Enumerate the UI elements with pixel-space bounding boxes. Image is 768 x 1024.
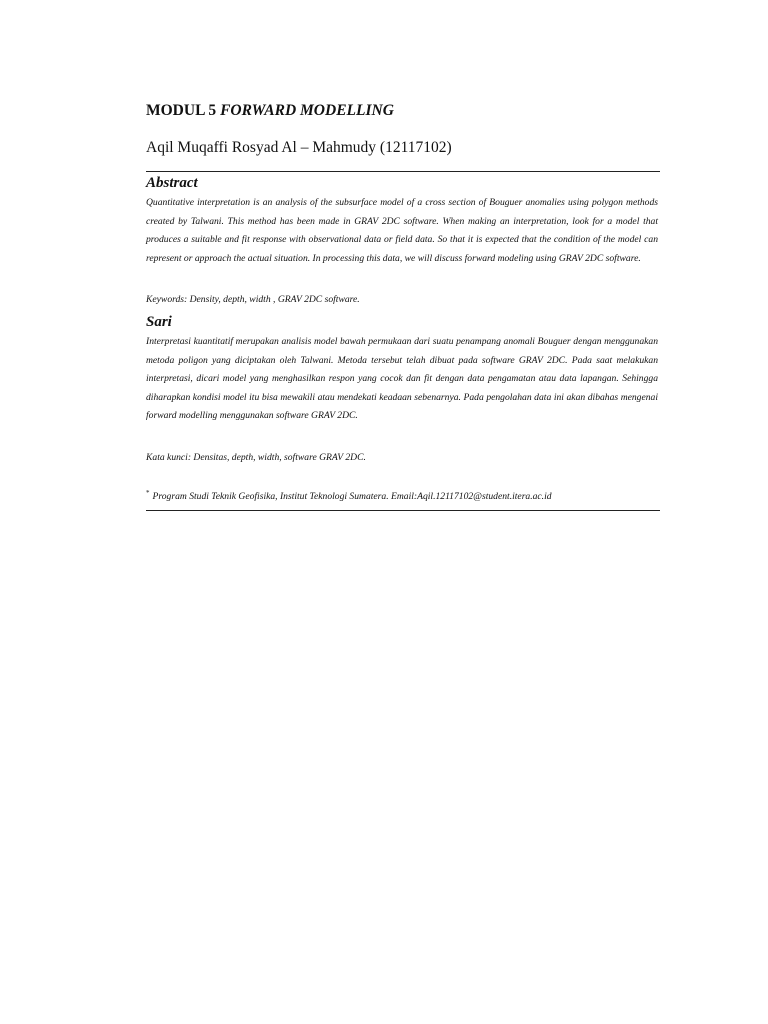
author-line: Aqil Muqaffi Rosyad Al – Mahmudy (12117102) bbox=[146, 139, 452, 156]
footnote-marker: * bbox=[146, 489, 150, 497]
abstract-keywords: Keywords: Density, depth, width , GRAV 2DC software. bbox=[146, 294, 360, 305]
sari-heading: Sari bbox=[146, 314, 172, 330]
abstract-heading: Abstract bbox=[146, 175, 198, 191]
affiliation-footnote bbox=[146, 486, 552, 504]
sari-keywords: Kata kunci: Densitas, depth, width, software GRAV 2DC. bbox=[146, 452, 366, 463]
sari-body: Interpretasi kuantitatif merupakan analisis model bawah permukaan dari suatu penampang anomali Bouguer dengan menggunakan metoda poligon yang diciptakan oleh Talwani. Metoda tersebut telah dibuat pada software GRAV 2DC. Pada saat melakukan interpretasi, dicari model yang menghasilkan respon yang cocok dan fit dengan data pengamatan atau data lapangan. Sehingga diharapkan kondisi model itu bisa mewakili atau mendekati keadaan sebenarnya. Pada pengolahan data ini akan dibahas mengenai forward modelling menggunakan software GRAV 2DC. bbox=[146, 336, 658, 422]
document-title bbox=[146, 101, 394, 121]
title-topic: FORWARD MODELLING bbox=[220, 102, 394, 119]
footnote-text: Program Studi Teknik Geofisika, Institut Teknologi Sumatera. Email:Aqil.12117102@student.itera.ac.id bbox=[152, 491, 552, 502]
bottom-divider bbox=[146, 510, 660, 511]
top-divider bbox=[146, 171, 660, 172]
abstract-body: Quantitative interpretation is an analysis of the subsurface model of a cross section of Bouguer anomalies using polygon methods created by Talwani. This method has been made in GRAV 2DC software. When making an interpretation, look for a model that produces a suitable and fit response with observational data or field data. So that it is expected that the condition of the model can represent or approach the actual situation. In processing this data, we will discuss forward modeling using GRAV 2DC software. bbox=[146, 197, 658, 264]
title-module-number: MODUL 5 bbox=[146, 102, 217, 119]
